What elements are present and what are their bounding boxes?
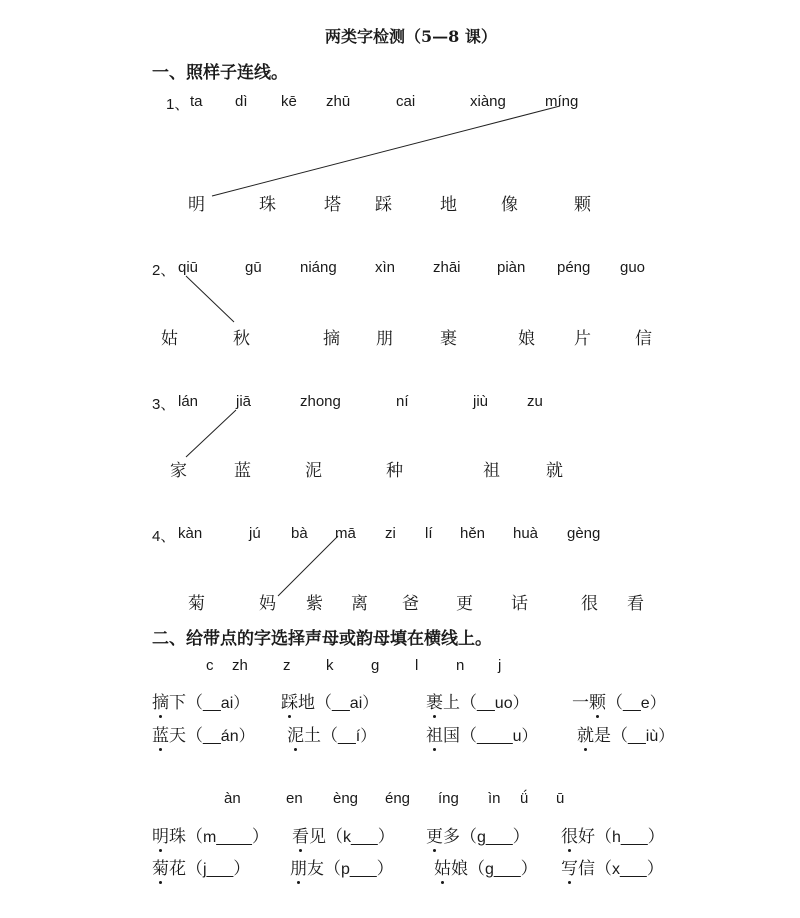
- option-final: éng: [385, 790, 411, 807]
- answer-blank[interactable]: __: [203, 728, 221, 745]
- group3-pinyin: jiù: [473, 393, 489, 410]
- option-final: ǘ: [520, 790, 529, 807]
- option-initial: j: [498, 657, 502, 674]
- fill-item: 泥土（__í）: [287, 726, 377, 746]
- group1-pinyin: zhū: [326, 93, 351, 110]
- answer-blank[interactable]: ___: [206, 861, 234, 878]
- group4-pinyin: gèng: [567, 525, 601, 542]
- group1-pinyin: cai: [396, 93, 416, 110]
- fill-item: 祖国（____u）: [426, 726, 538, 746]
- group1-pinyin: ta: [190, 93, 203, 110]
- answer-blank[interactable]: ___: [485, 829, 513, 846]
- answer-blank[interactable]: ___: [351, 829, 378, 846]
- group4-hanzi: 很: [581, 594, 598, 614]
- group4-pinyin: zi: [385, 525, 396, 542]
- fill-item: 姑娘（g___）: [434, 859, 538, 879]
- group2-hanzi: 片: [574, 329, 591, 349]
- group3-hanzi: 种: [386, 461, 403, 481]
- option-final: àn: [224, 790, 241, 807]
- answer-blank[interactable]: __: [203, 695, 221, 712]
- fill-item: 裹上（__uo）: [426, 693, 529, 713]
- section2-heading: 二、给带点的字选择声母或韵母填在横线上。: [152, 629, 492, 649]
- group1-pinyin: dì: [235, 93, 248, 110]
- option-initial: c: [206, 657, 214, 674]
- group3-hanzi: 泥: [305, 461, 322, 481]
- fill-item: 更多（g___）: [426, 827, 530, 847]
- example-line-3: [186, 410, 236, 457]
- fill-item: 写信（x___）: [561, 859, 664, 879]
- example-line-4: [278, 536, 338, 596]
- fill-item: 一颗（__e）: [572, 693, 666, 713]
- group1-hanzi: 颗: [574, 195, 591, 215]
- group1-pinyin: xiàng: [470, 93, 506, 110]
- fill-item: 摘下（__ai）: [152, 693, 250, 713]
- group1-pinyin: kē: [281, 93, 297, 110]
- option-initial: n: [456, 657, 465, 674]
- fill-item: 很好（h___）: [561, 827, 665, 847]
- group3-pinyin: zhong: [300, 393, 341, 410]
- option-final: íng: [438, 790, 459, 807]
- fill-item: 明珠（m____）: [152, 827, 269, 847]
- group3-hanzi: 家: [170, 461, 187, 481]
- group4-hanzi: 爸: [402, 594, 419, 614]
- answer-blank[interactable]: ___: [349, 861, 377, 878]
- group1-hanzi: 像: [501, 195, 518, 215]
- example-line-2: [186, 276, 234, 322]
- fill-item: 菊花（j___）: [152, 859, 251, 879]
- group3-pinyin: zu: [527, 393, 543, 410]
- option-initial: zh: [232, 657, 248, 674]
- option-initial: g: [371, 657, 380, 674]
- option-initial: z: [283, 657, 291, 674]
- group4-pinyin: lí: [425, 525, 433, 542]
- group4-pinyin: mā: [335, 525, 356, 542]
- group4-hanzi: 菊: [188, 594, 205, 614]
- answer-blank[interactable]: __: [477, 695, 495, 712]
- group2-pinyin: qiū: [178, 259, 199, 276]
- group4-pinyin: huà: [513, 525, 539, 542]
- group3-hanzi: 就: [546, 461, 563, 481]
- group3-hanzi: 祖: [483, 461, 500, 481]
- section1-heading: 一、照样子连线。: [152, 63, 288, 83]
- group2-label: 2、: [152, 262, 176, 279]
- group3-pinyin: lán: [178, 393, 199, 410]
- option-final: ū: [556, 790, 565, 807]
- fill-item: 踩地（__ai）: [281, 693, 379, 713]
- group4-hanzi: 看: [627, 594, 644, 614]
- fill-item: 朋友（p___）: [290, 859, 394, 879]
- group2-hanzi: 信: [635, 329, 652, 349]
- answer-blank[interactable]: ____: [216, 829, 252, 846]
- group2-pinyin: niáng: [300, 259, 337, 276]
- group2-pinyin: guo: [620, 259, 646, 276]
- answer-blank[interactable]: ____: [477, 728, 513, 745]
- group3-pinyin: ní: [396, 393, 409, 410]
- group2-pinyin: gū: [245, 259, 262, 276]
- group1-hanzi: 明: [188, 195, 205, 215]
- group2-hanzi: 秋: [233, 329, 250, 349]
- answer-blank[interactable]: ___: [620, 829, 648, 846]
- group2-hanzi: 娘: [518, 329, 535, 349]
- group1-pinyin: míng: [545, 93, 579, 110]
- group2-hanzi: 姑: [161, 329, 178, 349]
- answer-blank[interactable]: __: [338, 728, 356, 745]
- group3-label: 3、: [152, 396, 176, 413]
- group4-pinyin: hěn: [460, 525, 486, 542]
- answer-blank[interactable]: __: [332, 695, 350, 712]
- group4-hanzi: 话: [511, 594, 528, 614]
- group1-hanzi: 珠: [259, 195, 276, 215]
- option-final: ìn: [488, 790, 501, 807]
- group2-hanzi: 摘: [323, 329, 340, 349]
- answer-blank[interactable]: __: [623, 695, 641, 712]
- group1-hanzi: 踩: [375, 195, 392, 215]
- option-final: en: [286, 790, 303, 807]
- fill-item: 就是（__iù）: [577, 726, 675, 746]
- group1-hanzi: 塔: [324, 195, 341, 215]
- group3-hanzi: 蓝: [234, 461, 251, 481]
- group4-label: 4、: [152, 528, 176, 545]
- fill-item: 看见（k___）: [292, 827, 395, 847]
- answer-blank[interactable]: ___: [620, 861, 647, 878]
- option-final: èng: [333, 790, 359, 807]
- group2-pinyin: xìn: [375, 259, 396, 276]
- group2-hanzi: 裹: [440, 329, 457, 349]
- group4-hanzi: 离: [351, 594, 368, 614]
- group4-hanzi: 紫: [306, 594, 323, 614]
- option-initial: k: [326, 657, 334, 674]
- group4-pinyin: bà: [291, 525, 308, 542]
- answer-blank[interactable]: __: [628, 728, 646, 745]
- group3-pinyin: jiā: [236, 393, 252, 410]
- group2-pinyin: piàn: [497, 259, 526, 276]
- answer-blank[interactable]: ___: [493, 861, 521, 878]
- group2-pinyin: zhāi: [433, 259, 461, 276]
- page-title: 两类字检测（5—8 课）: [325, 27, 497, 46]
- group4-pinyin: kàn: [178, 525, 203, 542]
- example-line-1: [212, 106, 560, 196]
- group2-hanzi: 朋: [376, 329, 393, 349]
- group4-hanzi: 妈: [259, 594, 276, 614]
- fill-item: 蓝天（__án）: [152, 726, 255, 746]
- group1-hanzi: 地: [440, 195, 457, 215]
- group1-label: 1、: [166, 96, 190, 113]
- group4-pinyin: jú: [249, 525, 261, 542]
- option-initial: l: [415, 657, 419, 674]
- group4-hanzi: 更: [456, 594, 473, 614]
- group2-pinyin: péng: [557, 259, 591, 276]
